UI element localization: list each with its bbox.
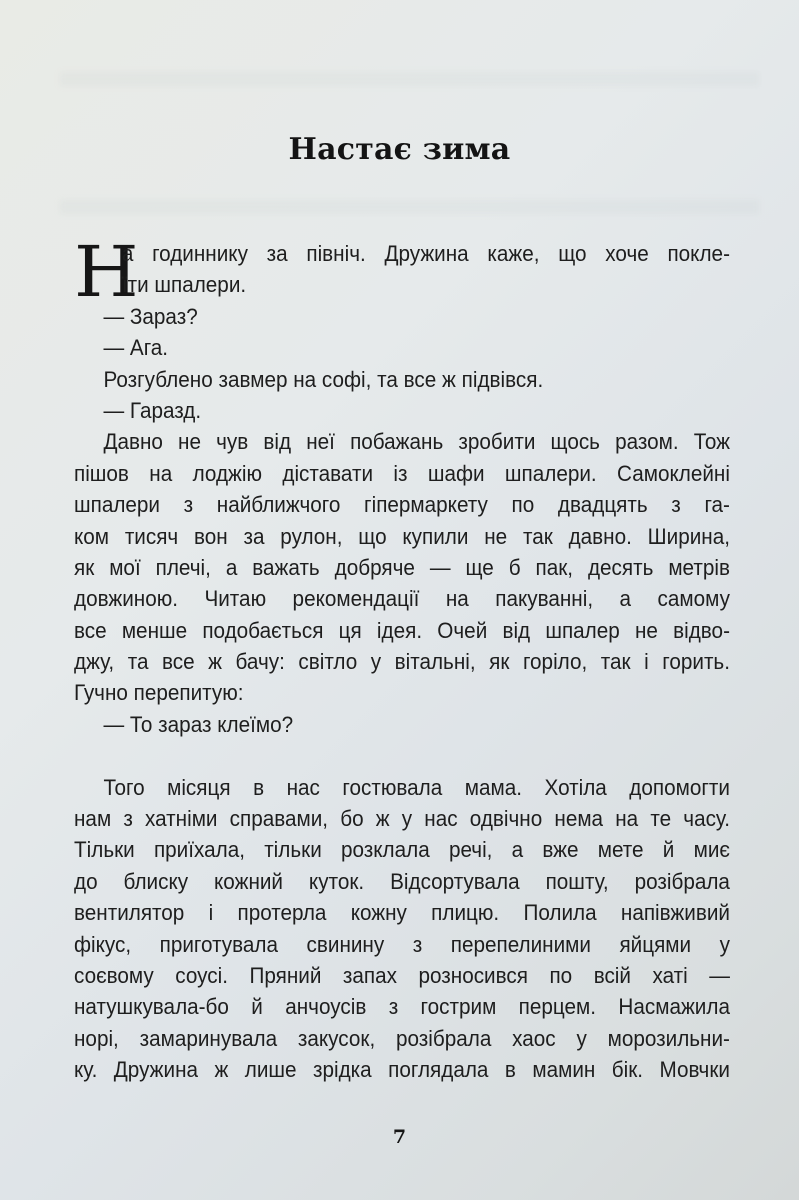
text-line: ку. Дружина ж лише зрідка поглядала в мамин бік. Мовчки: [74, 1057, 730, 1083]
text-line: натушкувала-бо й анчоусів з гострим перцем. Насмажила: [74, 994, 730, 1020]
text-line: як мої плечі, а важать добряче — ще б пак, десять метрів: [74, 554, 730, 580]
drop-cap: Н: [74, 231, 139, 313]
text-line: все менше подобається ця ідея. Очей від шпалер не відво-: [74, 617, 730, 643]
show-through-text: [60, 72, 759, 86]
text-line: Гучно перепитую:: [74, 680, 244, 706]
text-line: — Гаразд.: [103, 397, 202, 423]
chapter-title: Настає зима: [288, 132, 511, 168]
text-line: шпалери з найближчого гіпермаркету по двадцять з га-: [74, 492, 730, 518]
paragraph-break: [74, 740, 730, 771]
text-line: — Ага.: [103, 335, 169, 361]
chapter-body: [74, 231, 730, 1086]
page-number: 7: [392, 1126, 407, 1148]
text-line: соєвому соусі. Пряний запах розносився по всій хаті —: [74, 962, 730, 988]
text-line: вентилятор і протерла кожну плицю. Полила напівживий: [74, 900, 730, 926]
text-line: довжиною. Читаю рекомендації на пакуванні, а самому: [74, 586, 730, 612]
text-line: фікус, приготувала свинину з перепелиними яйцями у: [74, 931, 730, 957]
text-line: джу, та все ж бачу: світло у вітальні, як горіло, так і горить.: [74, 649, 730, 675]
text-line: їти шпалери.: [121, 272, 247, 298]
text-line: — То зараз клеїмо?: [103, 711, 294, 737]
text-line: ком тисяч вон за рулон, що купили не так давно. Ширина,: [74, 523, 730, 549]
text-line: — Зараз?: [103, 303, 198, 329]
text-line: Давно не чув від неї побажань зробити щось разом. Тож: [103, 429, 730, 455]
text-line: до блиску кожний куток. Відсортувала пошту, розібрала: [74, 868, 730, 894]
text-line: Того місяця в нас гостювала мама. Хотіла допомогти: [103, 774, 730, 800]
text-line: Розгублено завмер на софі, та все ж підвівся.: [103, 366, 544, 392]
show-through-text: [60, 200, 759, 214]
text-line: нам з хатніми справами, бо ж у нас одвічно нема на те часу.: [74, 806, 730, 832]
text-line: норі, замаринувала закусок, розібрала хаос у морозильни-: [74, 1025, 730, 1051]
text-line: Тільки приїхала, тільки розклала речі, а вже мете й миє: [74, 837, 730, 863]
text-line: а годиннику за північ. Дружина каже, що хоче покле-: [121, 241, 730, 266]
text-line: пішов на лоджію діставати із шафи шпалери. Самоклейні: [74, 460, 730, 486]
